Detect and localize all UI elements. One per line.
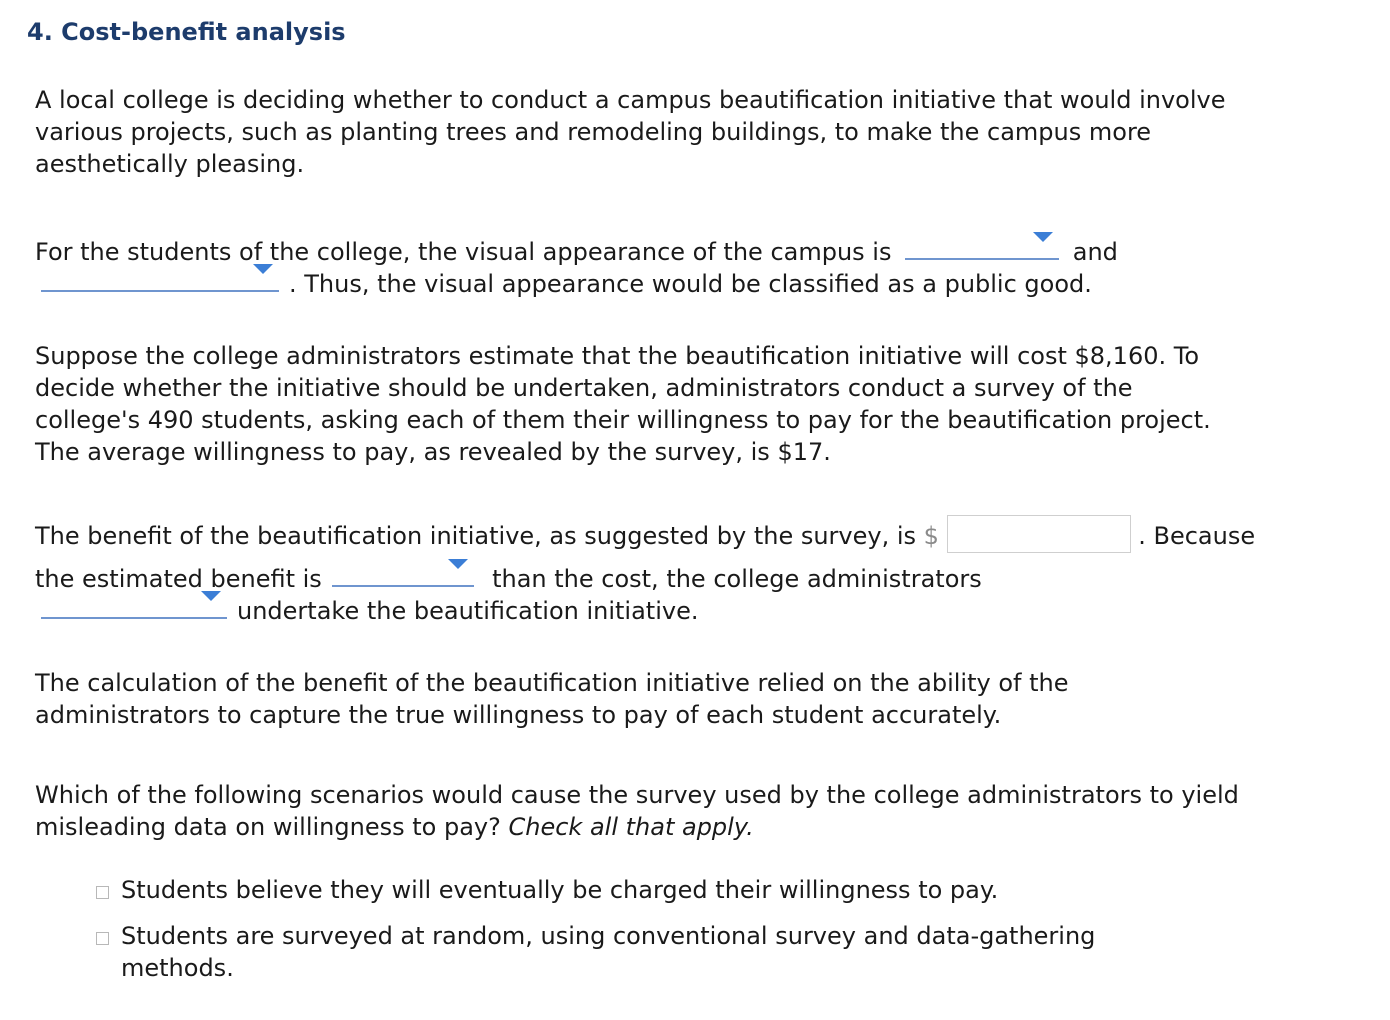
dollar-sign: $ [923,522,939,550]
chevron-down-icon [253,264,273,274]
survey-paragraph [35,340,1211,468]
chevron-down-icon [201,591,221,601]
q1-text-2: . Thus, the visual appearance would be classified as a public good. [289,270,1092,298]
chevron-down-icon [1033,232,1053,242]
benefit-input[interactable] [947,515,1131,553]
survey-line: decide whether the initiative should be undertaken, administrators conduct a survey of the [35,374,1133,402]
rival-excludable-dropdown-1[interactable] [905,228,1059,260]
q3-line: misleading data on willingness to pay? [35,813,501,841]
option-label: methods. [121,954,234,982]
checkbox[interactable] [96,932,109,945]
intro-paragraph [35,84,1225,180]
q2-text-2: the estimated benefit is [35,565,322,593]
option-label: Students believe they will eventually be charged their willingness to pay. [121,876,999,904]
intro-line: various projects, such as planting trees and remodeling buildings, to make the campus more [35,118,1152,146]
should-dropdown[interactable] [41,587,227,619]
question-public-good [35,228,1118,298]
checkbox[interactable] [96,886,109,899]
q2-text-4: undertake the beautification initiative. [237,597,699,625]
q1-text: For the students of the college, the visual appearance of the campus is [35,238,892,266]
rival-excludable-dropdown-2[interactable] [41,260,279,292]
calc-line: administrators to capture the true willingness to pay of each student accurately. [35,701,1002,729]
survey-line: Suppose the college administrators estimate that the beautification initiative will cost $8,160. To [35,342,1199,370]
intro-line: aesthetically pleasing. [35,150,305,178]
calculation-paragraph [35,667,1068,731]
q2-text: The benefit of the beautification initiative, as suggested by the survey, is [35,522,917,550]
calc-line: The calculation of the benefit of the beautification initiative relied on the ability of the [35,669,1069,697]
page-title: 4. Cost-benefit analysis [27,18,346,46]
q2-text-3: than the cost, the college administrators [492,565,982,593]
question-scenarios [35,779,1239,843]
q1-and-text: and [1072,238,1118,266]
chevron-down-icon [448,559,468,569]
q3-instruction: Check all that apply. [508,813,754,841]
q3-line: Which of the following scenarios would cause the survey used by the college administrators to yield [35,781,1239,809]
survey-line: college's 490 students, asking each of them their willingness to pay for the beautification project. [35,406,1211,434]
survey-line: The average willingness to pay, as revealed by the survey, is $17. [35,438,831,466]
intro-line: A local college is deciding whether to conduct a campus beautification initiative that would involve [35,86,1226,114]
option-label: Students are surveyed at random, using conventional survey and data-gathering [121,922,1096,950]
greater-less-dropdown[interactable] [332,555,474,587]
q2-because-text: . Because [1138,522,1256,550]
question-benefit [35,520,1256,625]
